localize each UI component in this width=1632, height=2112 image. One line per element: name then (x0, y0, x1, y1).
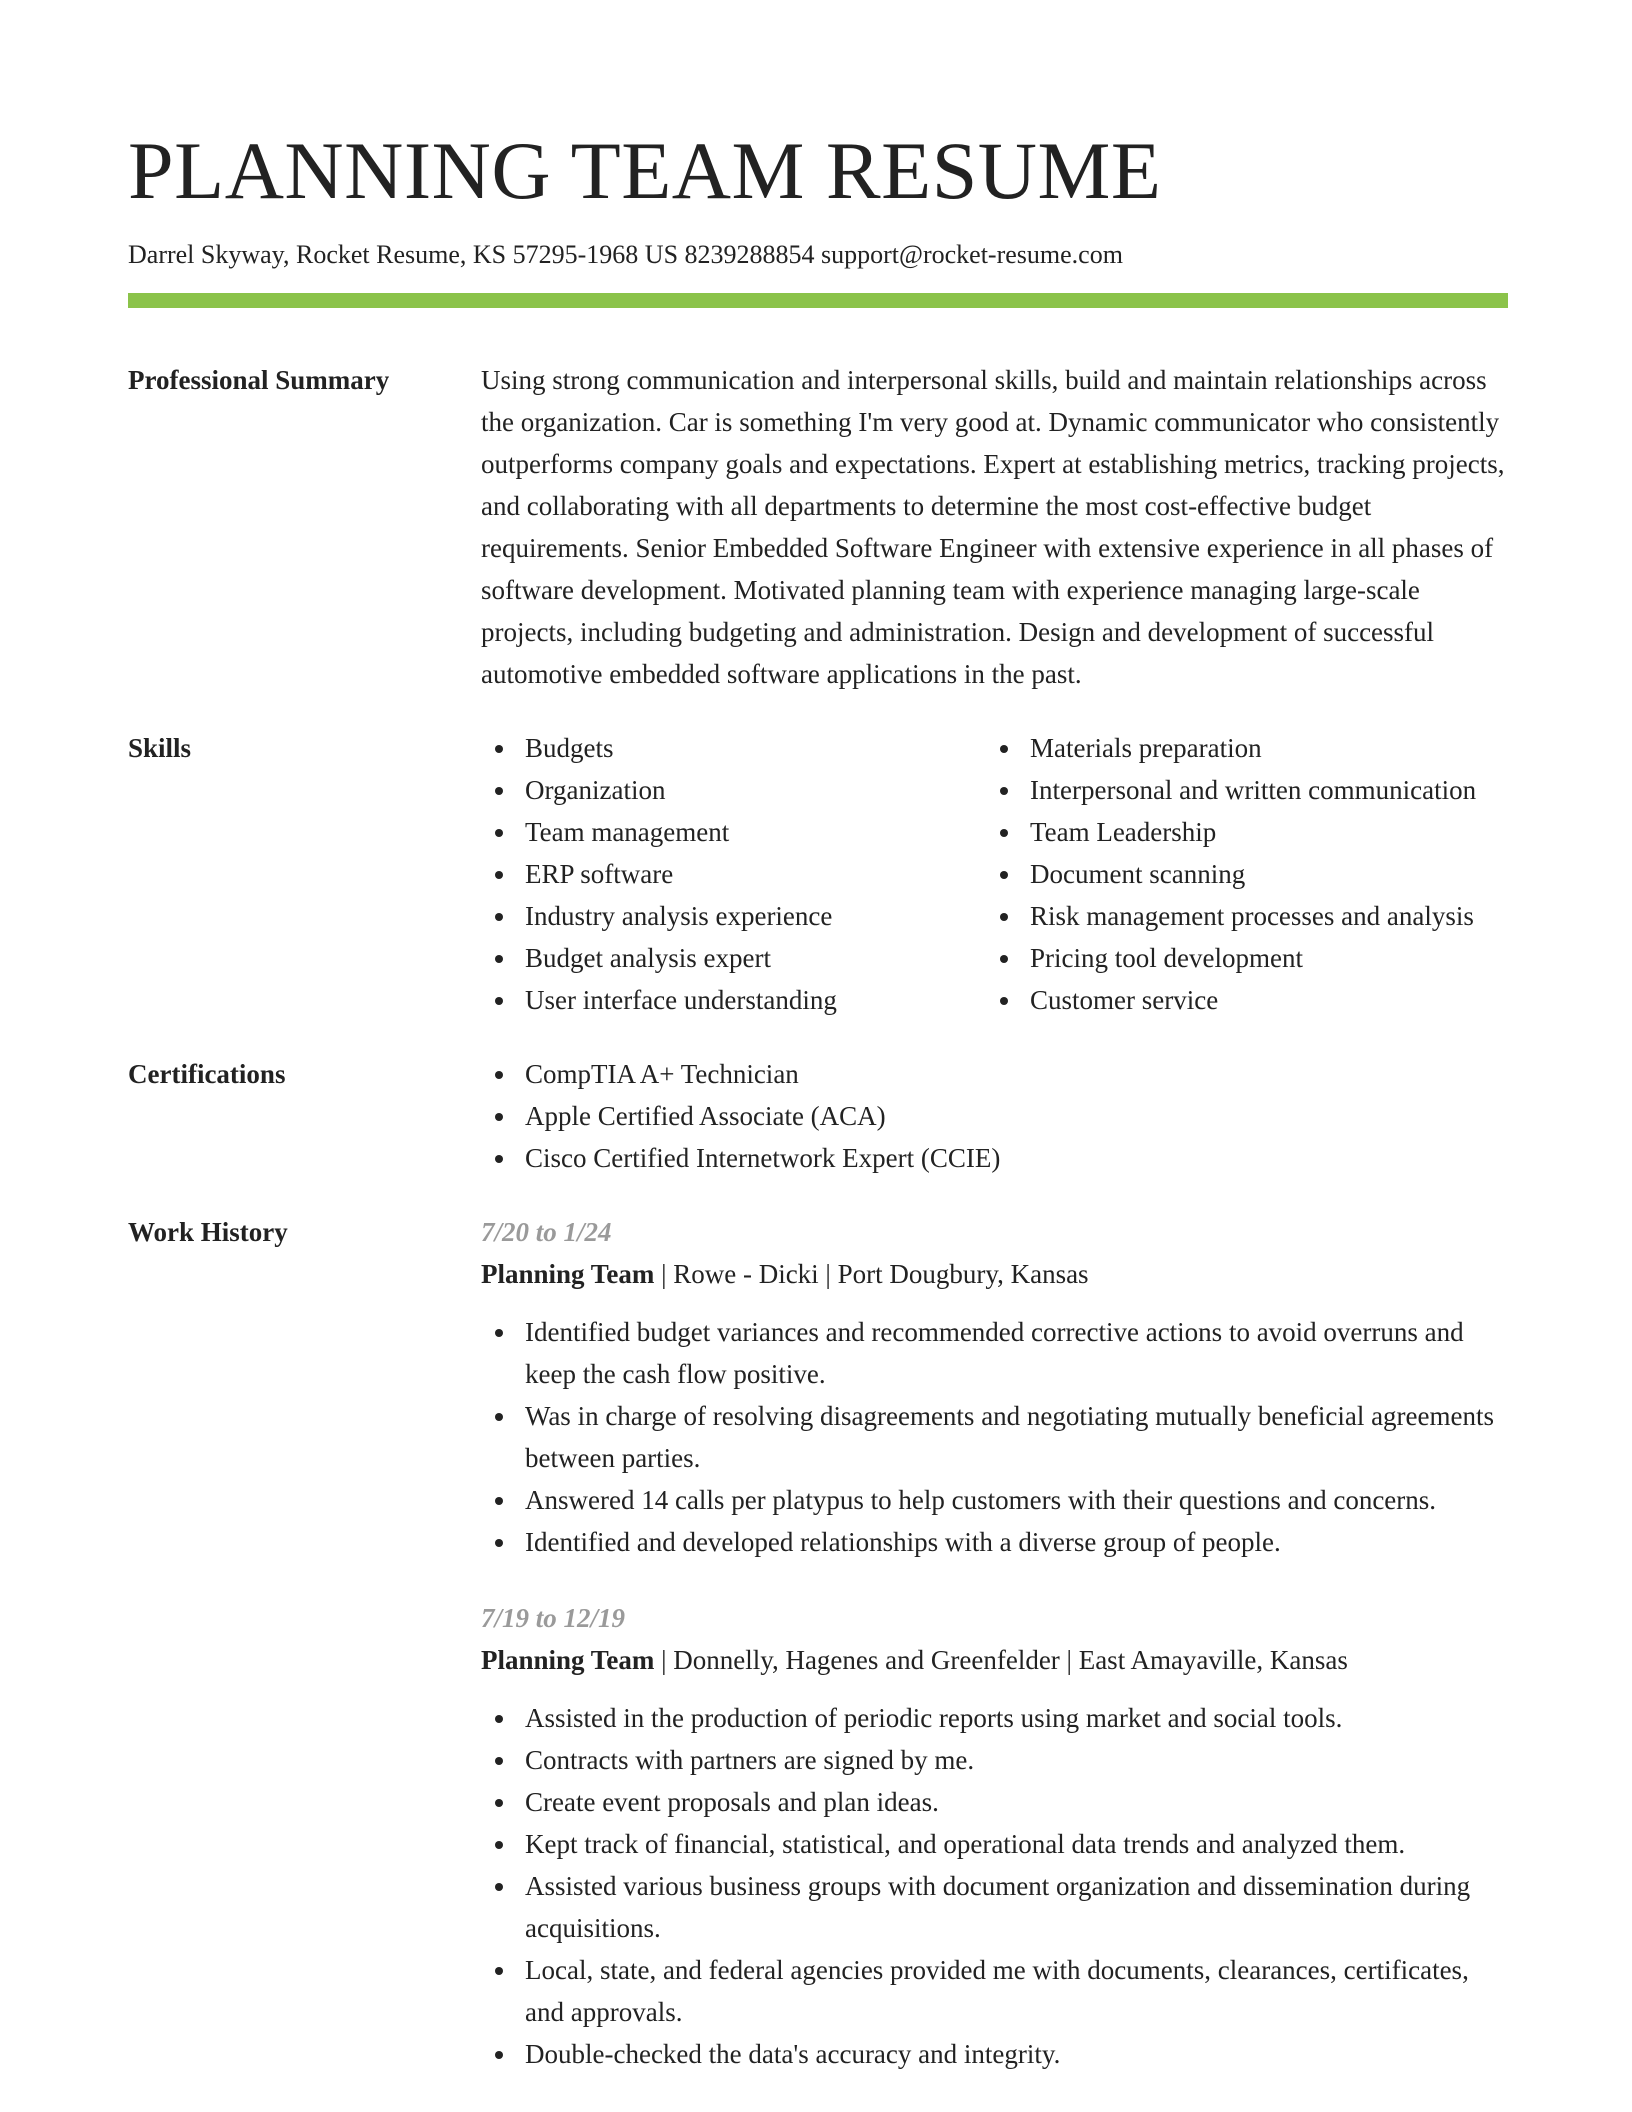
job-duties (481, 1311, 1508, 1563)
skill-item: Document scanning (986, 853, 1476, 895)
certification-item: Cisco Certified Internetwork Expert (CCIE) (481, 1137, 1508, 1179)
work-history-label: Work History (128, 1216, 288, 1247)
accent-divider (128, 293, 1508, 308)
skills-column-1 (481, 727, 986, 1021)
skill-item: User interface understanding (481, 979, 986, 1021)
summary-text: Using strong communication and interpersonal skills, build and maintain relationships across the organization. Car is something I'm very good at. Dynamic communicator who consistently outperforms company goals and expectations. Expert at establishing metrics, tracking projects, and collaborating with all departments to determine the most cost-effective budget requirements. Senior Embedded Software Engineer with extensive experience in all phases of software development. Motivated planning team with experience managing large-scale projects, including budgeting and administration. Design and development of successful automotive embedded software applications in the past. (481, 364, 1505, 689)
skill-item: Industry analysis experience (481, 895, 986, 937)
skill-item: Budget analysis expert (481, 937, 986, 979)
certification-item: Apple Certified Associate (ACA) (481, 1095, 1508, 1137)
resume-page (128, 120, 1508, 2075)
skill-item: Interpersonal and written communication (986, 769, 1476, 811)
skill-item: Team Leadership (986, 811, 1476, 853)
certifications-section (128, 1053, 1508, 1179)
job-dates: 7/19 to 12/19 (481, 1602, 626, 1633)
duty-item: Was in charge of resolving disagreements and negotiating mutually beneficial agreements between parties. (481, 1395, 1508, 1479)
duty-item: Create event proposals and plan ideas. (481, 1781, 1508, 1823)
skill-item: Team management (481, 811, 986, 853)
skill-item: ERP software (481, 853, 986, 895)
duty-item: Local, state, and federal agencies provided me with documents, clearances, certificates, and approvals. (481, 1949, 1508, 2033)
duty-item: Kept track of financial, statistical, and operational data trends and analyzed them. (481, 1823, 1508, 1865)
summary-section (128, 359, 1508, 695)
job-heading (481, 1253, 1508, 1295)
skills-columns (481, 727, 1508, 1021)
skills-section (128, 727, 1508, 1021)
skill-item: Materials preparation (986, 727, 1476, 769)
job-company-location: | Rowe - Dicki | Port Dougbury, Kansas (654, 1258, 1089, 1289)
duty-item: Answered 14 calls per platypus to help customers with their questions and concerns. (481, 1479, 1508, 1521)
skill-item: Pricing tool development (986, 937, 1476, 979)
skill-item: Organization (481, 769, 986, 811)
duty-item: Assisted in the production of periodic reports using market and social tools. (481, 1697, 1508, 1739)
skills-label: Skills (128, 732, 192, 763)
contact-line: Darrel Skyway, Rocket Resume, KS 57295-1968 US 8239288854 support@rocket-resume.com (128, 240, 1123, 269)
duty-item: Assisted various business groups with document organization and dissemination during acquisitions. (481, 1865, 1508, 1949)
certifications-list (481, 1053, 1508, 1179)
certifications-label: Certifications (128, 1058, 286, 1089)
duty-item: Contracts with partners are signed by me. (481, 1739, 1508, 1781)
skills-column-2 (986, 727, 1476, 1021)
job-company-location: | Donnelly, Hagenes and Greenfelder | East Amayaville, Kansas (654, 1644, 1348, 1675)
job-role: Planning Team (481, 1644, 655, 1675)
skill-item: Budgets (481, 727, 986, 769)
resume-title: PLANNING TEAM RESUME (128, 125, 1162, 216)
certification-item: CompTIA A+ Technician (481, 1053, 1508, 1095)
job-heading (481, 1639, 1508, 1681)
summary-label: Professional Summary (128, 364, 390, 395)
job-entry (481, 1597, 1508, 2075)
skill-item: Risk management processes and analysis (986, 895, 1476, 937)
duty-item: Double-checked the data's accuracy and integrity. (481, 2033, 1508, 2075)
job-dates: 7/20 to 1/24 (481, 1216, 612, 1247)
job-entry (481, 1211, 1508, 1563)
job-duties (481, 1697, 1508, 2075)
job-role: Planning Team (481, 1258, 655, 1289)
duty-item: Identified and developed relationships with a diverse group of people. (481, 1521, 1508, 1563)
skill-item: Customer service (986, 979, 1476, 1021)
duty-item: Identified budget variances and recommended corrective actions to avoid overruns and keep the cash flow positive. (481, 1311, 1508, 1395)
work-history-section (128, 1211, 1508, 2075)
